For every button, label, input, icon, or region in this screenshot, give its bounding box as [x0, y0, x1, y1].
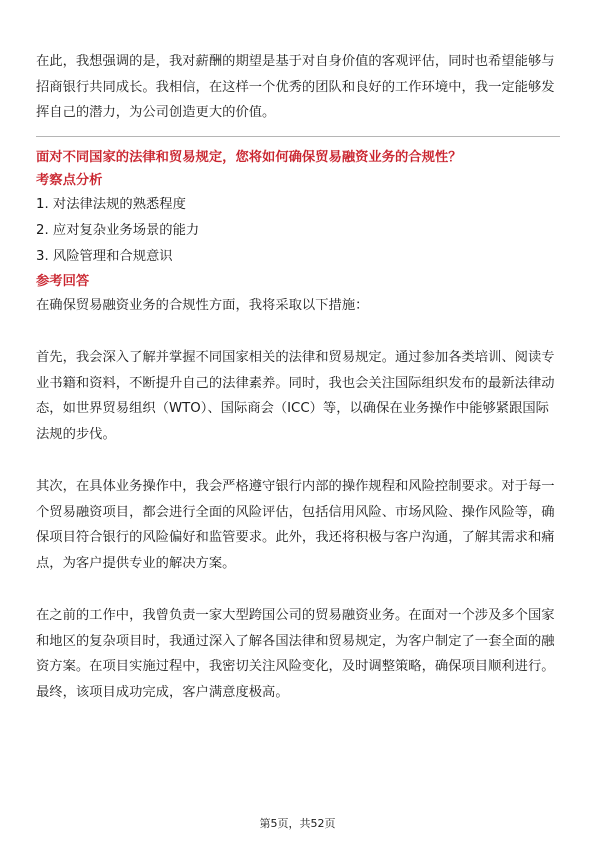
analysis-item: 2. 应对复杂业务场景的能力 [36, 222, 200, 238]
analysis-item: 3. 风险管理和合规意识 [36, 248, 173, 264]
analysis-heading: 考察点分析 [36, 172, 103, 188]
answer-heading: 参考回答 [36, 273, 90, 289]
answer-lead: 在确保贸易融资业务的合规性方面，我将采取以下措施： [36, 297, 369, 313]
section-divider [36, 136, 560, 137]
answer-paragraph: 在之前的工作中，我曾负责一家大型跨国公司的贸易融资业务。在面对一个涉及多个国家和地区的复杂项目时，我通过深入了解各国法律和贸易规定，为客户制定了一套全面的融资方案。在项目实施过程中，我密切关注风险变化，及时调整策略，确保项目顺利进行。最终，该项目成功完成，客户满意度极高。 [36, 608, 555, 700]
analysis-item: 1. 对法律法规的熟悉程度 [36, 196, 186, 212]
document-page [36, 49, 560, 705]
answer-paragraph: 首先，我会深入了解并掌握不同国家相关的法律和贸易规定。通过参加各类培训、阅读专业书籍和资料，不断提升自己的法律素养。同时，我也会关注国际组织发布的最新法律动态，如世界贸易组织（WTO）、国际商会（ICC）等，以确保在业务操作中能够紧跟国际法规的步伐。 [36, 350, 555, 442]
answer-paragraph: 其次，在具体业务操作中，我会严格遵守银行内部的操作规程和风险控制要求。对于每一个贸易融资项目，都会进行全面的风险评估，包括信用风险、市场风险、操作风险等，确保项目符合银行的风险偏好和监管要求。此外，我还将积极与客户沟通，了解其需求和痛点，为客户提供专业的解决方案。 [36, 479, 555, 571]
question-heading: 面对不同国家的法律和贸易规定，您将如何确保贸易融资业务的合规性？ [36, 149, 462, 165]
page-number: 第5页，共52页 [259, 817, 336, 830]
intro-paragraph: 在此，我想强调的是，我对薪酬的期望是基于对自身价值的客观评估，同时也希望能够与招商银行共同成长。我相信，在这样一个优秀的团队和良好的工作环境中，我一定能够发挥自己的潜力，为公司创造更大的价值。 [36, 54, 555, 120]
